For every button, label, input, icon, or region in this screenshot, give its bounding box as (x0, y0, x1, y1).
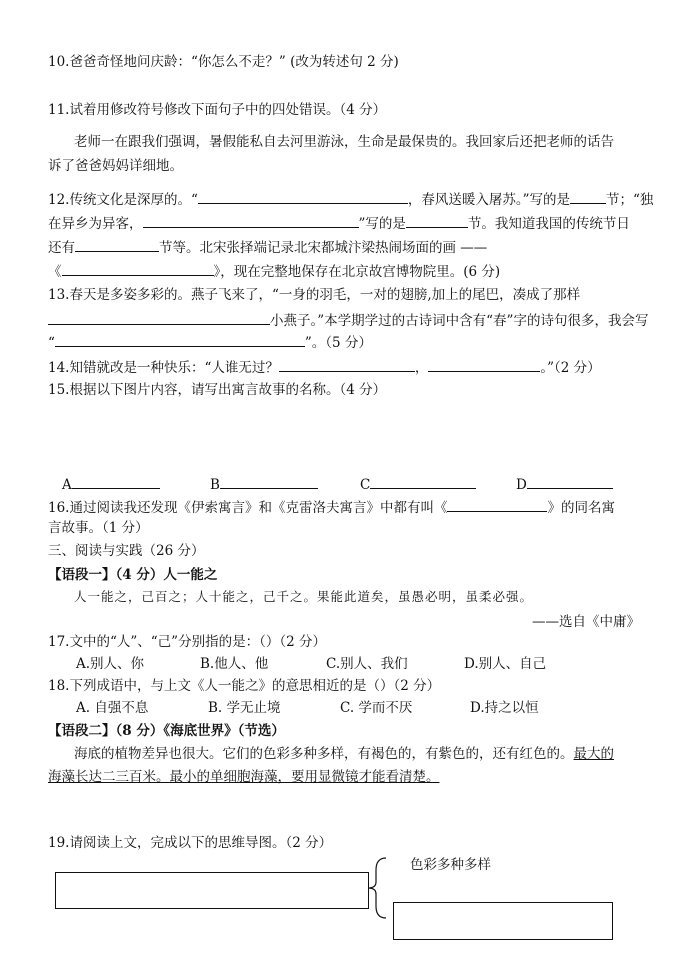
q15-label-b: B (210, 477, 220, 493)
q12-text-8: 节等。北宋张择端记录北宋都城汴梁热闹场面的画 —— (159, 240, 488, 256)
question-14 (48, 357, 601, 377)
question-11-prompt: 11.试着用修改符号修改下面句子中的四处错误。（4 分） (48, 102, 387, 118)
q12-text-2: ，春风送暖入屠苏。”写的是 (407, 192, 571, 208)
question-13-line-1: 13.春天是多姿多彩的。燕子飞来了，“一身的羽毛，一对的翅膀,加上的尾巴，凑成了那样 (48, 287, 581, 303)
q16-text-2: 》的同名寓 (547, 500, 615, 516)
q15-answer-b (210, 474, 318, 494)
q18-option-b[interactable]: B. 学无止境 (208, 700, 281, 716)
q14-text-1: 14.知错就改是一种快乐：“人谁无过？ (48, 360, 279, 376)
question-12-line-2 (48, 213, 630, 233)
question-17-prompt: 17.文中的“人”、“己”分别指的是：（）（2 分） (48, 634, 326, 650)
q14-blank-1[interactable] (279, 357, 415, 372)
section-3-heading: 三、阅读与实践（26 分） (48, 543, 205, 559)
passage-1-text: 人一能之，己百之；人十能之，己千之。果能此道矣，虽愚必明，虽柔必强。 (74, 589, 534, 604)
q16-blank[interactable] (447, 497, 547, 512)
q12-text-4: 在异乡为异客， (48, 216, 143, 232)
q13-text-3: “ (48, 335, 55, 351)
q15-label-c: C (360, 477, 371, 493)
q12-festival-blank-3[interactable] (75, 237, 159, 252)
q13-poem-blank[interactable] (55, 332, 305, 347)
q17-option-a[interactable]: A.别人、你 (76, 656, 145, 672)
q12-poem-blank[interactable] (198, 189, 408, 204)
question-12-line-4 (48, 261, 500, 281)
question-18-prompt: 18.下列成语中，与上文《人一能之》的意思相近的是（）（2 分） (48, 678, 441, 694)
question-11-passage-line-2: 诉了爸爸妈妈详细地。 (48, 158, 183, 174)
q12-painting-blank[interactable] (62, 261, 214, 276)
q14-blank-2[interactable] (428, 357, 540, 372)
mind-map-root-box[interactable] (55, 872, 369, 909)
question-12-line-3 (48, 237, 487, 257)
q12-text-3: 节；“独 (606, 192, 654, 208)
q12-text-6: 节。我知道我国的传统节日 (467, 216, 630, 232)
q12-text-7: 还有 (48, 240, 75, 256)
q14-text-2: ， (414, 360, 429, 376)
q15-label-a: A (62, 477, 72, 493)
passage-2-header: 【语段二】（8 分）《海底世界》（节选） (48, 723, 285, 739)
passage-1-header: 【语段一】（4 分）人一能之 (48, 567, 218, 583)
q12-festival-blank-2[interactable] (406, 213, 468, 228)
mind-map-branch-2-box[interactable] (393, 902, 613, 940)
passage-2-text-1: 海底的植物差异也很大。它们的色彩多种多样，有褐色的，有紫色的，还有红色的。 (74, 746, 574, 762)
q17-option-b[interactable]: B.他人、他 (200, 656, 269, 672)
q12-text-10: 》，现在完整地保存在北京故宫博物院里。(6 分) (213, 264, 501, 280)
q16-text-1: 16.通过阅读我还发现《伊索寓言》和《克雷洛夫寓言》中都有叫《 (48, 500, 448, 516)
question-19-prompt: 19.请阅读上文，完成以下的思维导图。（2 分） (48, 835, 333, 851)
q18-option-a[interactable]: A. 自强不息 (76, 700, 149, 716)
q15-blank-a[interactable] (72, 474, 160, 489)
q12-text-1: 12.传统文化是深厚的。“ (48, 192, 198, 208)
q13-text-2: 小燕子。”本学期学过的古诗词中含有“春”字的诗句很多，我会写 (270, 313, 649, 329)
q15-answer-a (62, 474, 160, 494)
passage-2-underlined-1: 最大的 (573, 746, 614, 762)
q13-text-4: ”。（5 分） (304, 335, 372, 351)
passage-2-line-2: 海藻长达二三百米。最小的单细胞海藻，要用显微镜才能看清楚。 (48, 769, 440, 785)
q18-option-c[interactable]: C. 学而不厌 (340, 700, 413, 716)
q15-answer-c (360, 474, 476, 494)
q15-blank-d[interactable] (527, 474, 613, 489)
question-16-line-1 (48, 497, 615, 517)
q12-text-9: 《 (48, 264, 62, 280)
q12-festival-blank-1[interactable] (570, 189, 606, 204)
q15-blank-c[interactable] (370, 474, 476, 489)
mind-map-brace (366, 856, 390, 920)
q13-blank-1[interactable] (48, 310, 270, 325)
q14-text-3: 。”（2 分） (540, 360, 601, 376)
question-13-line-3 (48, 332, 372, 352)
q15-answer-d (516, 474, 613, 494)
question-11-passage-line-1: 老师一在跟我们强调，暑假能私自去河里游泳，生命是最保贵的。我回家后还把老师的话告 (74, 134, 614, 150)
q12-poem-blank-2[interactable] (143, 213, 359, 228)
question-16-line-2: 言故事。（1 分） (48, 520, 149, 536)
question-12-line-1 (48, 189, 653, 209)
q17-option-d[interactable]: D.别人、自己 (464, 656, 547, 672)
mind-map-branch-1: 色彩多种多样 (410, 857, 491, 873)
q18-option-d[interactable]: D.持之以恒 (470, 700, 539, 716)
question-15-prompt: 15.根据以下图片内容，请写出寓言故事的名称。（4 分） (48, 382, 387, 398)
passage-1-source: ——选自《中庸》 (532, 614, 640, 630)
q17-option-c[interactable]: C.别人、我们 (326, 656, 408, 672)
q15-blank-b[interactable] (220, 474, 318, 489)
passage-2-line-1 (74, 745, 614, 763)
q15-label-d: D (516, 477, 527, 493)
question-13-line-2 (48, 310, 648, 330)
question-10: 10.爸爸奇怪地问庆龄：“你怎么不走？” (改为转述句 2 分) (48, 54, 399, 70)
q12-text-5: ”写的是 (358, 216, 406, 232)
